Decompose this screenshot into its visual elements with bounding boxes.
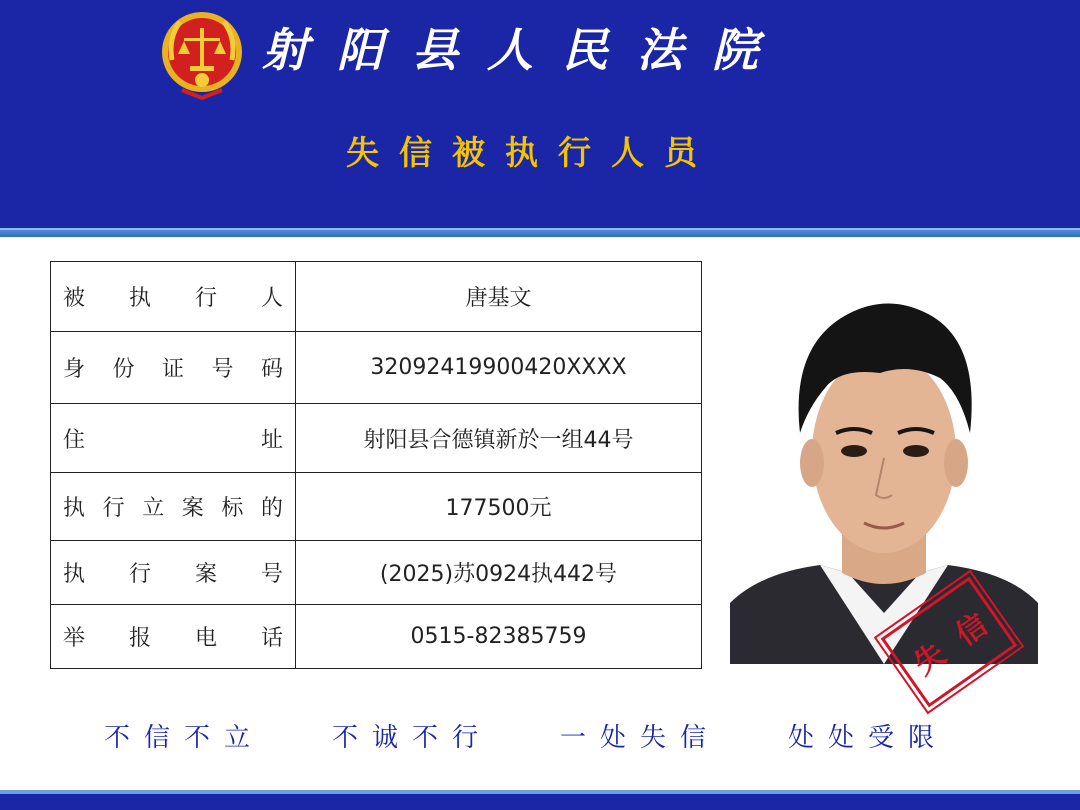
slogan-row <box>104 718 949 758</box>
row-label <box>51 332 296 404</box>
label-char: 证 <box>161 357 184 382</box>
label-char: 住 <box>63 427 86 453</box>
label-char: 码 <box>260 357 283 382</box>
slogan-text: 一处失信 <box>560 723 721 753</box>
label-char: 的 <box>260 496 283 521</box>
row-label <box>51 404 296 473</box>
footer-bar <box>0 794 1080 810</box>
label-char: 话 <box>260 626 283 651</box>
slogan-text: 处处受限 <box>788 723 949 753</box>
label-char: 举 <box>63 626 86 651</box>
debtor-name-value: 唐基文 <box>296 262 702 332</box>
case-number-value: (2025)苏0924执442号 <box>296 541 702 605</box>
label-char: 身 <box>63 357 86 382</box>
label-char: 电 <box>194 626 217 651</box>
label-char: 执 <box>63 496 86 521</box>
slogan-text: 不诚不行 <box>332 723 493 753</box>
case-amount-value: 177500元 <box>296 473 702 541</box>
label-char: 行 <box>128 562 151 587</box>
label-char: 行 <box>102 496 125 521</box>
header-divider <box>0 228 1080 237</box>
label-char: 号 <box>211 357 234 382</box>
header-banner <box>0 0 1080 228</box>
table-row <box>51 262 702 332</box>
label-char: 址 <box>260 427 283 453</box>
row-label <box>51 605 296 669</box>
court-emblem-icon <box>158 8 246 100</box>
row-label <box>51 473 296 541</box>
table-row <box>51 404 702 473</box>
stamp-char: 信 <box>949 607 995 654</box>
address-value: 射阳县合德镇新於一组44号 <box>296 404 702 473</box>
label-char: 执 <box>63 562 86 587</box>
label-char: 报 <box>128 626 151 651</box>
label-char: 份 <box>112 357 135 382</box>
table-row <box>51 332 702 404</box>
report-phone-value: 0515-82385759 <box>296 605 702 669</box>
label-char: 执 <box>128 286 151 311</box>
row-label <box>51 541 296 605</box>
court-name-title: 射阳县人民法院 <box>262 23 787 77</box>
label-char: 被 <box>63 286 86 311</box>
row-label <box>51 262 296 332</box>
label-char: 案 <box>181 496 204 521</box>
debtor-info-table <box>50 261 702 669</box>
table-row <box>51 473 702 541</box>
table-row <box>51 541 702 605</box>
label-char: 号 <box>260 562 283 587</box>
person-photo <box>730 283 1038 664</box>
label-char: 标 <box>221 496 244 521</box>
id-number-value: 32092419900420XXXX <box>296 332 702 404</box>
label-char: 行 <box>194 286 217 311</box>
page-subtitle: 失信被执行人员 <box>346 133 717 172</box>
label-char: 案 <box>194 562 217 587</box>
stamp-char: 失 <box>907 636 953 683</box>
label-char: 人 <box>260 286 283 311</box>
label-char: 立 <box>142 496 165 521</box>
table-row <box>51 605 702 669</box>
slogan-text: 不信不立 <box>104 723 265 753</box>
